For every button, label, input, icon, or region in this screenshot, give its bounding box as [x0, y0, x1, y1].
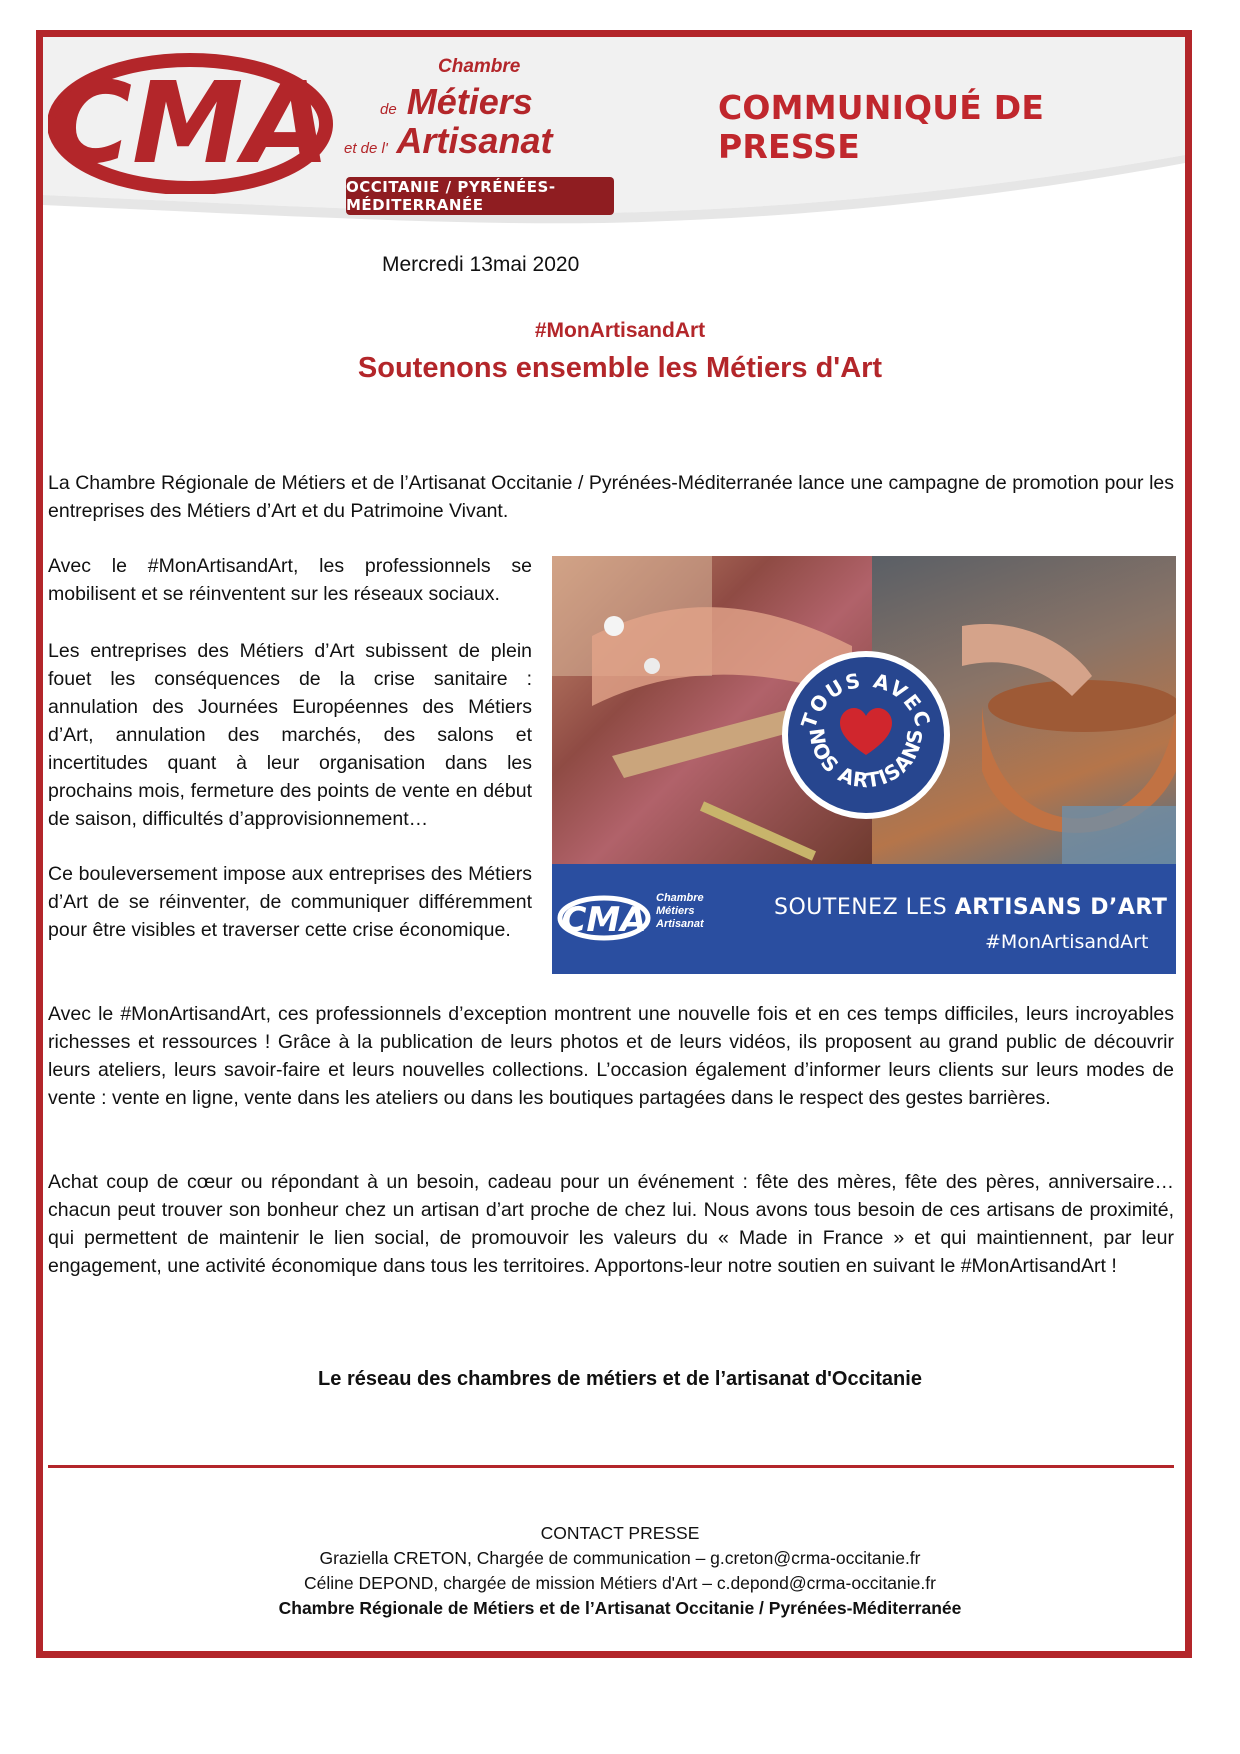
footer-divider — [48, 1465, 1174, 1468]
press-release-label: COMMUNIQUÉ DE PRESSE — [718, 88, 1045, 166]
banner-headline-bold: ARTISANS D’ART — [954, 895, 1168, 920]
tous-avec-nos-artisans-badge — [782, 651, 950, 819]
logo-line-chambre: Chambre — [438, 56, 521, 77]
contact-line-creton: Graziella CRETON, Chargée de communication – g.creton@crma-occitanie.fr — [319, 1548, 921, 1568]
paragraph-exceptional-professionals: Avec le #MonArtisandArt, ces professionnels d’exception montrent une nouvelle fois et en ces temps difficiles, leurs incroyables richesses et ressources ! Grâce à la publication de leurs photos et de leurs vidéos, ils proposent au grand public de découvrir leurs ateliers, leurs savoir-faire et leurs nouvelles collections. L’occasion également d’informer leurs clients sur leurs modes de vente : vente en ligne, vente dans les ateliers ou dans les boutiques partagées dans le respect des gestes barrières. — [48, 1003, 1174, 1109]
cma-emblem-icon — [48, 44, 348, 194]
network-signature: Le réseau des chambres de métiers et de l’artisanat d'Occitanie — [318, 1368, 922, 1390]
badge-text-bottom: NOS ARTISANS — [804, 726, 928, 793]
campaign-visual — [552, 556, 1176, 974]
logo-region-plate: OCCITANIE / PYRÉNÉES-MÉDITERRANÉE — [346, 177, 614, 215]
banner-logo-wordmark — [656, 892, 704, 931]
paragraph-crisis-impact: Les entreprises des Métiers d’Art subissent de plein fouet les conséquences de la crise sanitaire : annulation des Journées Européennes des Métiers d’Art, annulation des marchés, des salons et incertitudes quant à leur organisation dans les prochains mois, fermeture des points de vente en début de saison, difficultés d’approvisionnement… — [48, 640, 532, 830]
press-contact-block — [0, 1521, 1240, 1621]
logo-small-de: de — [380, 101, 397, 118]
contact-heading: CONTACT PRESSE — [540, 1523, 700, 1543]
banner-hashtag: #MonArtisandArt — [985, 931, 1149, 953]
cma-emblem-letters: CMA — [49, 59, 331, 189]
paragraph-social-networks: Avec le #MonArtisandArt, les professionnels se mobilisent et se réinventent sur les réseaux sociaux. — [48, 555, 532, 605]
banner-headline — [774, 895, 1167, 920]
banner-cma-emblem-icon — [556, 890, 652, 946]
badge-lettering — [788, 657, 944, 813]
paragraph-reinvention: Ce bouleversement impose aux entreprises des Métiers d’Art de se réinventer, de communiquer différemment pour être visibles et traverser cette crise économique. — [48, 863, 532, 941]
contact-line-depond: Céline DEPOND, chargée de mission Métiers d'Art – c.depond@crma-occitanie.fr — [304, 1573, 936, 1593]
page-title: Soutenons ensemble les Métiers d'Art — [357, 352, 883, 384]
logo-line-artisanat — [344, 121, 552, 169]
banner-emblem-letters: CMA — [561, 900, 647, 940]
badge-text-top: TOUS AVEC — [796, 667, 936, 732]
intro-paragraph: La Chambre Régionale de Métiers et de l’Artisanat Occitanie / Pyrénées-Méditerranée lance une campagne de promotion pour les entreprises des Métiers d’Art et du Patrimoine Vivant. — [48, 472, 1174, 522]
paragraph-support-call: Achat coup de cœur ou répondant à un besoin, cadeau pour un événement : fête des mères, fête des pères, anniversaire… chacun peut trouver son bonheur chez un artisan d’art proche de chez lui. Nous avons tous besoin de ces artisans de proximité, qui permettent de maintenir le lien social, de promouvoir les valeurs du « Made in France » et qui maintiennent, par leur engagement, une activité économique dans tous les territoires. Apportons-leur notre soutien en suivant le #MonArtisandArt ! — [48, 1171, 1174, 1277]
publication-date: Mercredi 13mai 2020 — [382, 253, 580, 276]
contact-organization: Chambre Régionale de Métiers et de l’Artisanat Occitanie / Pyrénées-Méditerranée — [278, 1598, 962, 1618]
logo-small-et-de-l: et de l' — [344, 140, 388, 157]
logo-word-artisanat: Artisanat — [396, 120, 553, 161]
banner-logo-line1: Chambre — [656, 892, 704, 904]
banner-headline-light: SOUTENEZ LES — [774, 895, 955, 920]
campaign-banner — [552, 864, 1176, 974]
banner-logo-line2: Métiers — [656, 905, 695, 917]
logo-word-metiers: Métiers — [406, 81, 533, 122]
banner-logo-line3: Artisanat — [656, 918, 704, 930]
heart-icon — [840, 708, 892, 755]
campaign-hashtag: #MonArtisandArt — [534, 319, 706, 342]
